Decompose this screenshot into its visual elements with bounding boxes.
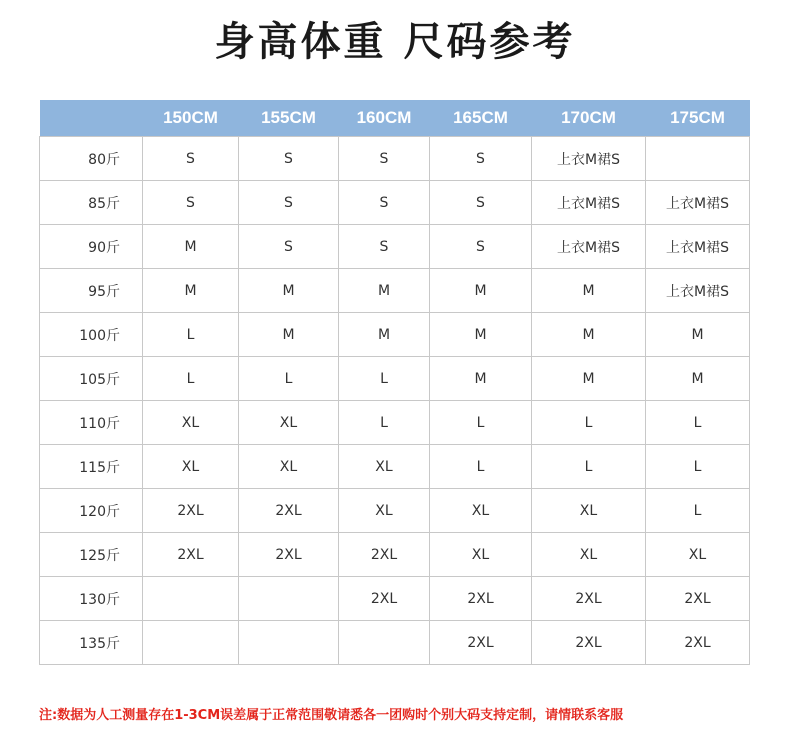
size-cell: M: [239, 313, 339, 357]
size-cell: 2XL: [646, 577, 750, 621]
size-cell: L: [532, 401, 646, 445]
size-cell: L: [430, 445, 532, 489]
header-height: 170CM: [532, 100, 646, 137]
size-cell: [143, 577, 239, 621]
weight-cell: 115斤: [40, 445, 143, 489]
size-cell: 2XL: [532, 621, 646, 665]
header-row: [40, 100, 750, 137]
size-cell: [239, 621, 339, 665]
table-row: [40, 621, 750, 665]
weight-cell: 130斤: [40, 577, 143, 621]
size-cell: 上衣M裙S: [646, 225, 750, 269]
size-cell: XL: [430, 533, 532, 577]
weight-cell: 80斤: [40, 137, 143, 181]
header-height: 175CM: [646, 100, 750, 137]
size-cell: S: [430, 181, 532, 225]
size-cell: XL: [339, 445, 430, 489]
size-cell: L: [646, 401, 750, 445]
size-cell: M: [239, 269, 339, 313]
size-cell: M: [339, 269, 430, 313]
size-cell: M: [143, 225, 239, 269]
size-cell: [646, 137, 750, 181]
table-row: [40, 137, 750, 181]
table-row: [40, 225, 750, 269]
size-cell: 上衣M裙S: [646, 181, 750, 225]
header-corner: [40, 100, 143, 137]
size-cell: M: [646, 357, 750, 401]
weight-cell: 120斤: [40, 489, 143, 533]
size-cell: L: [430, 401, 532, 445]
size-cell: L: [339, 401, 430, 445]
weight-cell: 85斤: [40, 181, 143, 225]
size-cell: L: [646, 489, 750, 533]
size-cell: 2XL: [430, 621, 532, 665]
table-row: [40, 313, 750, 357]
size-cell: XL: [143, 445, 239, 489]
size-cell: [239, 577, 339, 621]
size-cell: 2XL: [143, 489, 239, 533]
weight-cell: 90斤: [40, 225, 143, 269]
size-cell: L: [646, 445, 750, 489]
size-cell: [143, 621, 239, 665]
size-cell: S: [143, 181, 239, 225]
size-cell: L: [143, 357, 239, 401]
table-row: [40, 445, 750, 489]
size-cell: 2XL: [143, 533, 239, 577]
weight-cell: 100斤: [40, 313, 143, 357]
size-cell: 上衣M裙S: [532, 181, 646, 225]
size-cell: L: [532, 445, 646, 489]
size-chart-table: [39, 100, 750, 665]
size-cell: S: [339, 137, 430, 181]
size-cell: M: [532, 313, 646, 357]
size-cell: 2XL: [532, 577, 646, 621]
size-cell: M: [646, 313, 750, 357]
table-row: [40, 269, 750, 313]
size-cell: S: [239, 137, 339, 181]
page-title: 身高体重 尺码参考: [214, 19, 576, 65]
size-cell: L: [239, 357, 339, 401]
size-cell: XL: [430, 489, 532, 533]
size-cell: 上衣M裙S: [532, 225, 646, 269]
size-cell: M: [532, 269, 646, 313]
table-row: [40, 489, 750, 533]
size-cell: 2XL: [646, 621, 750, 665]
size-cell: S: [143, 137, 239, 181]
size-cell: L: [339, 357, 430, 401]
size-cell: 2XL: [430, 577, 532, 621]
size-cell: M: [430, 313, 532, 357]
size-cell: S: [339, 181, 430, 225]
size-cell: 2XL: [339, 577, 430, 621]
size-cell: 2XL: [239, 489, 339, 533]
header-height: 165CM: [430, 100, 532, 137]
size-cell: M: [143, 269, 239, 313]
table-row: [40, 533, 750, 577]
size-cell: [339, 621, 430, 665]
size-cell: XL: [646, 533, 750, 577]
size-cell: S: [339, 225, 430, 269]
weight-cell: 105斤: [40, 357, 143, 401]
size-cell: 2XL: [339, 533, 430, 577]
size-cell: 上衣M裙S: [646, 269, 750, 313]
table-row: [40, 577, 750, 621]
size-cell: L: [143, 313, 239, 357]
size-cell: 2XL: [239, 533, 339, 577]
weight-cell: 95斤: [40, 269, 143, 313]
table-body: [40, 137, 750, 665]
footnote: 注:数据为人工测量存在1-3CM误差属于正常范围敬请悉各一团购时个别大码支持定制，请情联系客服: [39, 708, 624, 723]
size-cell: XL: [143, 401, 239, 445]
table-row: [40, 357, 750, 401]
weight-cell: 135斤: [40, 621, 143, 665]
header-height: 160CM: [339, 100, 430, 137]
size-cell: XL: [239, 445, 339, 489]
table-row: [40, 181, 750, 225]
size-cell: M: [430, 357, 532, 401]
size-cell: 上衣M裙S: [532, 137, 646, 181]
size-cell: M: [532, 357, 646, 401]
weight-cell: 110斤: [40, 401, 143, 445]
size-cell: XL: [239, 401, 339, 445]
size-cell: S: [430, 137, 532, 181]
size-cell: XL: [532, 489, 646, 533]
weight-cell: 125斤: [40, 533, 143, 577]
header-height: 150CM: [143, 100, 239, 137]
size-cell: XL: [532, 533, 646, 577]
size-cell: S: [239, 225, 339, 269]
table-row: [40, 401, 750, 445]
header-height: 155CM: [239, 100, 339, 137]
size-cell: M: [430, 269, 532, 313]
size-cell: S: [430, 225, 532, 269]
size-cell: S: [239, 181, 339, 225]
size-cell: XL: [339, 489, 430, 533]
size-cell: M: [339, 313, 430, 357]
